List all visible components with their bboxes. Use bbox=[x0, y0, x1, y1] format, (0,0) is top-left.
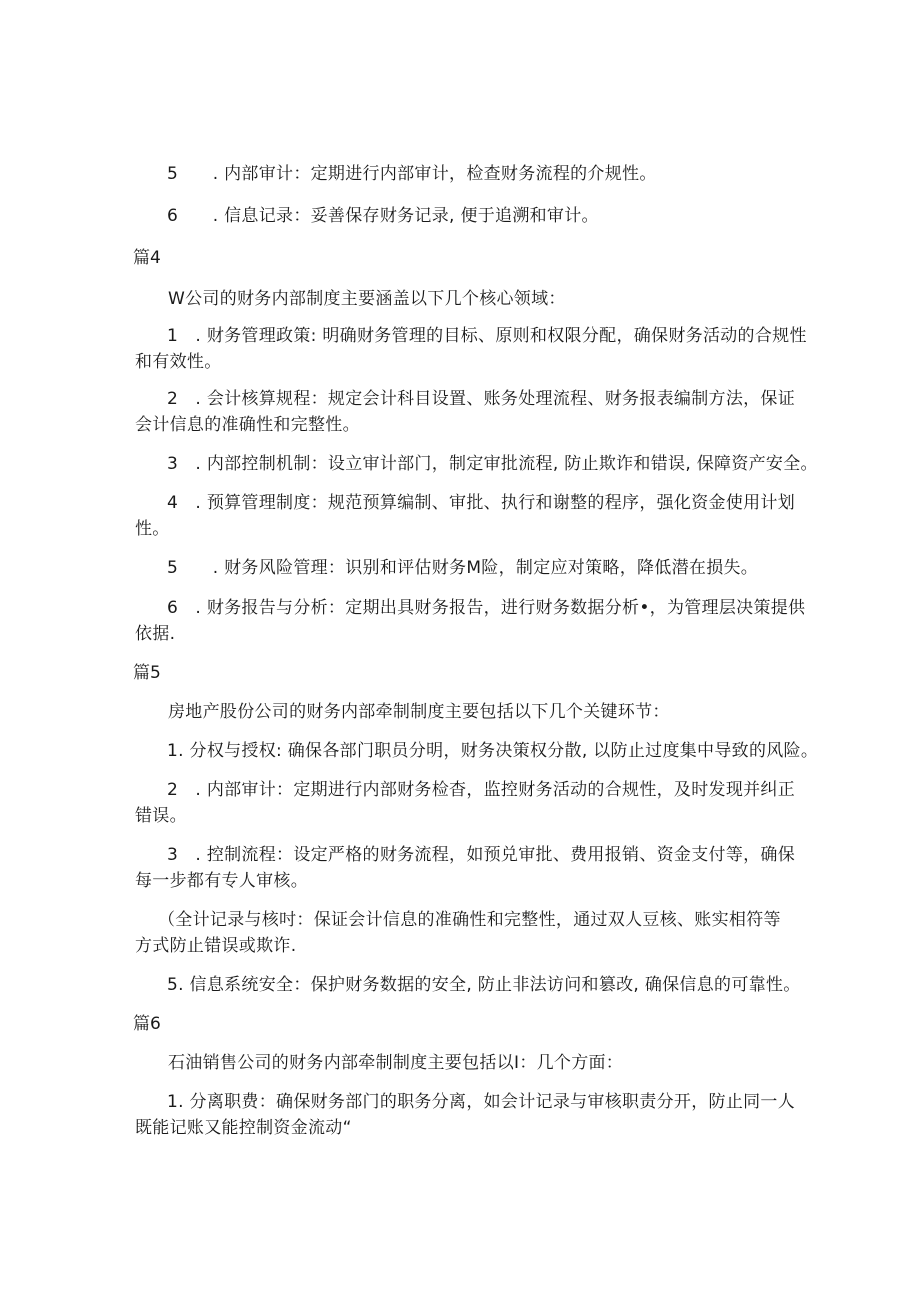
item-internal-audit: 5 . 内部审计：定期进行内部审计，检查财务流程的介规性。 bbox=[167, 164, 657, 184]
item-duty-separation-line2: 既能记账又能控制资金流动“ bbox=[135, 1118, 352, 1138]
item-budget-line1: 4 . 预算管理制度：规范预算编制、审批、执行和谢整的程序，强化资金使用计划 bbox=[167, 493, 796, 513]
item-audit-line1: 2 . 内部审计：定期进行内部财务检杳，监控财务活动的合规性，及时发现并纠正 bbox=[167, 780, 796, 800]
section-heading-5: 篇5 bbox=[133, 663, 161, 683]
item-separation-authorization: 1. 分权与授权: 确保各部门职员分明，财务决策权分散, 以防止过度集中导致的风险。 bbox=[167, 741, 819, 761]
section-intro-6: 石油销售公司的财务内部牵制制度主要包括以I：几个方面： bbox=[168, 1053, 624, 1073]
item-accounting-line1: 2 . 会计核算规程：规定会计科目设置、账务处理流程、财务报表编制方法，保证 bbox=[167, 389, 796, 409]
item-policy-line1: 1 . 财务管理政策: 明确财务管理的目标、原则和权限分配，确保财务活动的合规性 bbox=[167, 326, 807, 346]
item-budget-line2: 性。 bbox=[135, 519, 170, 539]
item-records-check-line1: （全计记录与核吋：保证会计信息的准确性和完整性，通过双人豆核、账实相符等 bbox=[158, 910, 781, 930]
section-intro-4: W公司的财务内部制度主要涵盖以下几个核心领域： bbox=[168, 289, 566, 309]
section-intro-5: 房地产股份公司的财务内部牵制制度主要包括以下几个关键环节： bbox=[168, 702, 670, 722]
item-duty-separation-line1: 1. 分离职费：确保财务部门的职务分离，如会计记录与审核职责分开，防止同一人 bbox=[167, 1092, 796, 1112]
item-policy-line2: 和有效性。 bbox=[135, 352, 222, 372]
section-heading-6: 篇6 bbox=[133, 1014, 161, 1034]
item-audit-line2: 错误。 bbox=[135, 806, 187, 826]
item-risk-management: 5 . 财务风险管理：识别和评估财务M险，制定应对策略，降低潜在损失。 bbox=[167, 558, 759, 578]
item-reporting-line2: 依据. bbox=[135, 624, 176, 644]
item-reporting-line1: 6 . 财务报告与分析：定期出具财务报告，进行财务数据分析•，为管理层决策提供 bbox=[167, 598, 806, 618]
item-records-check-line2: 方式防止错误或欺诈. bbox=[135, 936, 297, 956]
item-internal-control: 3 . 内部控制机制：设立审计部门，制定审批流程, 防止欺诈和错误, 保障资产安全。 bbox=[167, 454, 818, 474]
item-accounting-line2: 会计信息的准确性和完整性。 bbox=[135, 415, 360, 435]
section-heading-4: 篇4 bbox=[133, 248, 161, 268]
item-control-process-line2: 每一步都有专人审核。 bbox=[135, 871, 308, 891]
item-control-process-line1: 3 . 控制流程：设定严格的财务流程，如预兑审批、费用报销、资金支付等，确保 bbox=[167, 845, 796, 865]
item-info-records: 6 . 信息记录：妥善保存财务记录, 便于追溯和审计。 bbox=[167, 206, 599, 226]
item-info-system-security: 5. 信息系统安全：保护财务数据的安全, 防止非法访问和篡改, 确保信息的可靠性。 bbox=[167, 975, 801, 995]
